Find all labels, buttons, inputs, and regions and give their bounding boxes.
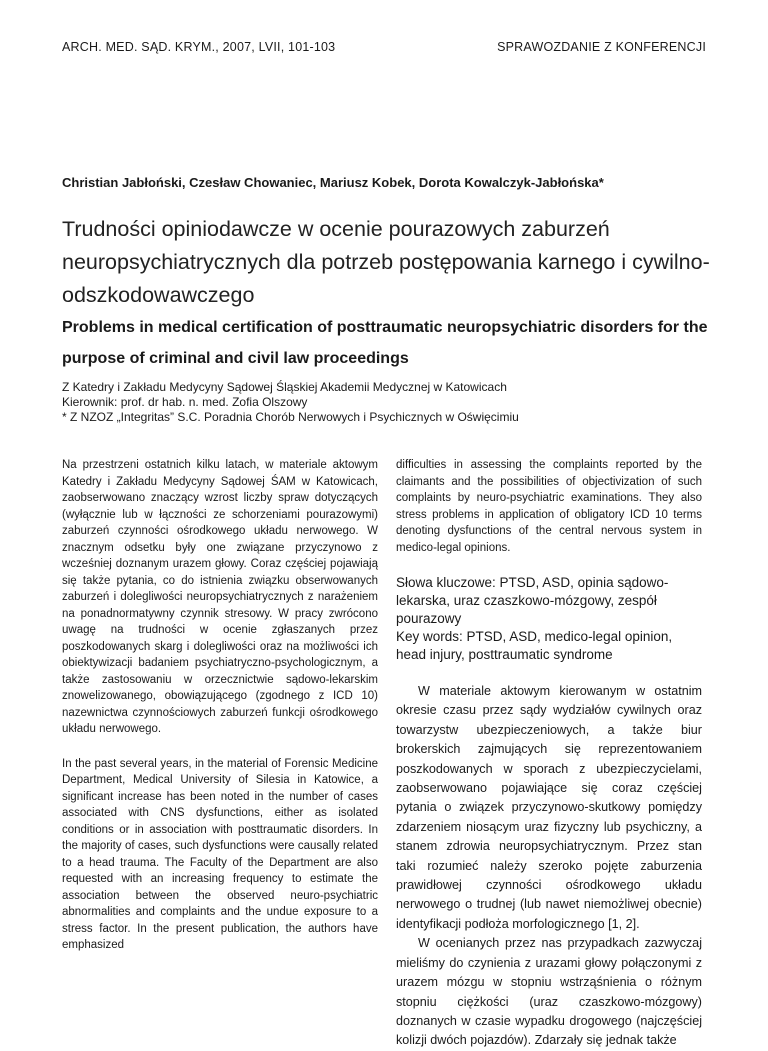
journal-citation: ARCH. MED. SĄD. KRYM., 2007, LVII, 101-103: [62, 40, 336, 54]
body-paragraph: W ocenianych przez nas przypadkach zazwyczaj mieliśmy do czynienia z urazami głowy połączonymi z urazem mózgu w stopniu wstrząśnienia o różnym stopniu ciężkości (uraz czaszkowo-mózgowy) doznanych w czasie wypadku drogowego (najczęściej kolizji dwóch pojazdów). Zdarzały się jednak także: [396, 936, 702, 1048]
keywords-english: Key words: PTSD, ASD, medico-legal opinion, head injury, posttraumatic syndrome: [396, 629, 673, 662]
keywords-polish: Słowa kluczowe: PTSD, ASD, opinia sądowo-lekarska, uraz czaszkowo-mózgowy, zespół pourazowy: [396, 575, 669, 626]
section-label: SPRAWOZDANIE Z KONFERENCJI: [497, 40, 706, 54]
left-column: [62, 457, 378, 954]
right-column: [396, 457, 702, 1051]
title-english: Problems in medical certification of posttraumatic neuropsychiatric disorders for the purpose of criminal and civil law proceedings: [62, 319, 708, 367]
affiliation-line: * Z NZOZ „Integritas” S.C. Poradnia Chorób Nerwowych i Psychicznych w Oświęcimiu: [62, 410, 519, 424]
affiliation-line: Z Katedry i Zakładu Medycyny Sądowej Śląskiej Akademii Medycznej w Katowicach: [62, 380, 507, 394]
affiliation-line: Kierownik: prof. dr hab. n. med. Zofia Olszowy: [62, 395, 308, 409]
abstract-english: In the past several years, in the material of Forensic Medicine Department, Medical University of Silesia in Katowice, a significant increase has been noted in the number of cases associated with CNS dysfunctions, either as isolated conditions or in association with posttraumatic disorders. In the majority of cases, such dysfunctions were causally related to a head trauma. The Faculty of the Department are also requested with an increasing frequency to estimate the association between the observed neuro-psychiatric abnormalities and complaints and the undue exposure to a stress factor. In the present publication, the authors have emphasized: [62, 757, 378, 951]
author-list: Christian Jabłoński, Czesław Chowaniec, Mariusz Kobek, Dorota Kowalczyk-Jabłońska*: [62, 175, 604, 190]
affiliation: [62, 380, 728, 425]
abstract-english-continued: difficulties in assessing the complaints reported by the claimants and the possibilities of objectivization of such complaints by neuro-psychiatric examinations. They also stress problems in application of obligatory ICD 10 terms denoting dysfunctions of the central nervous system in medico-legal opinions.: [396, 459, 702, 554]
body-paragraph: W materiale aktowym kierowanym w ostatnim okresie czasu przez sądy wydziałów cywilnych oraz towarzystw ubezpieczeniowych, a także biur brokerskich zajmujących się reprezentowaniem poszkodowanych w sporach z ubezpieczycielami, zaobserwowano pojawiające się coraz częściej pytania o związek przyczynowo-skutkowy pomiędzy zdarzeniem niosącym uraz fizyczny lub psychiczny, a stanem zdrowia neuropsychiatrycznym. Przez stan taki rozumieć należy szeroko pojęte zaburzenia prawidłowej czynności ośrodkowego układu nerwowego o trudnej (lub nawet niemożliwej obecnie) identyfikacji podłoża morfologicznego [1, 2].: [396, 684, 702, 931]
title-polish: Trudności opiniodawcze w ocenie pourazowych zaburzeń neuropsychiatrycznych dla potrzeb postępowania karnego i cywilno-odszkodowawczego: [62, 217, 710, 307]
abstract-polish: Na przestrzeni ostatnich kilku latach, w materiale aktowym Katedry i Zakładu Medycyny Sądowej ŚAM w Katowicach, zaobserwowano znaczący wzrost liczby spraw dotyczących (wyłącznie lub w łączności ze schorzeniami pourazowymi) zaburzeń czynności ośrodkowego układu nerwowego. W znacznym odsetku były one związane przyczynowo z wcześniej doznanym urazem głowy. Coraz częściej pojawiają się także pytania, co do istnienia związku obserwowanych zaburzeń i dolegliwości neuropsychiatrycznych z narażeniem na ponadnormatywny czynnik stresowy. W pracy zwrócono uwagę na trudności w ocenie zgłaszanych przez poszkodowanych skarg i dolegliwości oraz na możliwości ich obiektywizacji badaniem psychiatryczno-psychologicznym, a także zastosowaniu w orzecznictwie sądowo-lekarskim znowelizowanego, obowiązującego (zgodnego z ICD 10) nazewnictwa czynnościowych zaburzeń funkcji ośrodkowego układu nerwowego.: [62, 459, 378, 735]
